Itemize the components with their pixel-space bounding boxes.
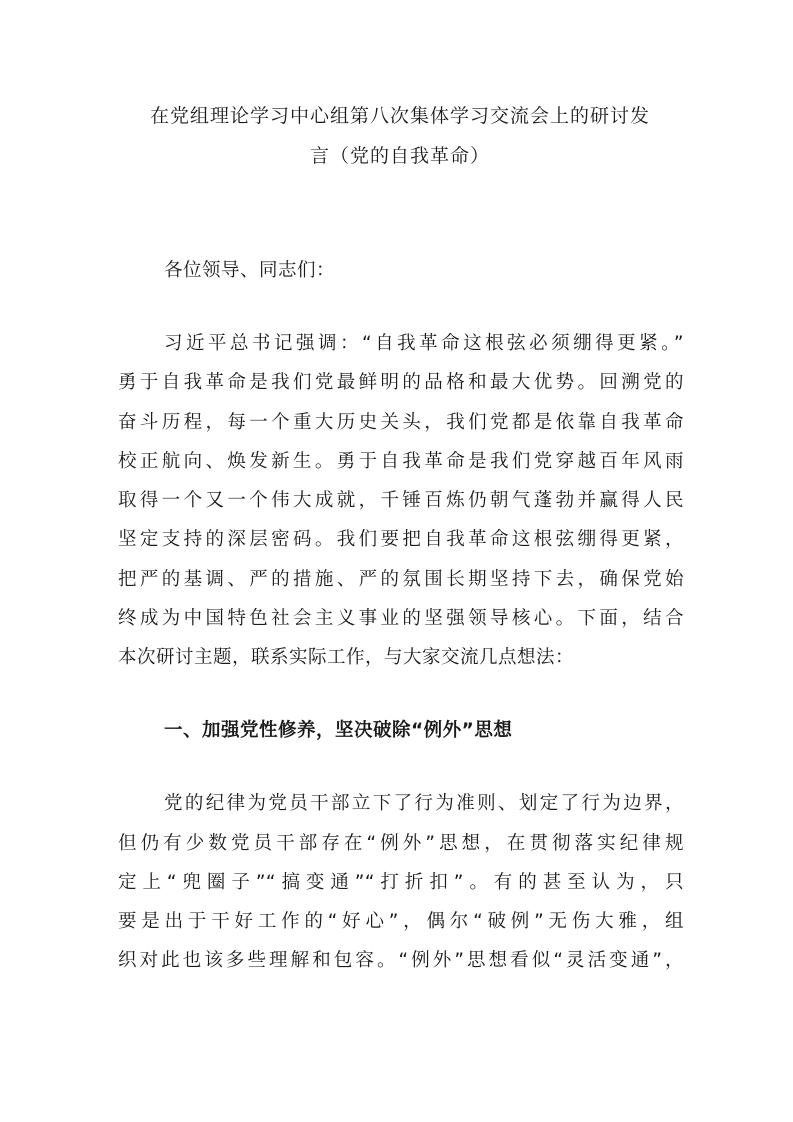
paragraph-1-line-5: 取得一个又一个伟大成就，千锤百炼仍朝气蓬勃并赢得人民 (118, 490, 684, 511)
section-heading-1: 一、加强党性修养，坚决破除“例外”思想 (164, 720, 513, 741)
paragraph-1-line-6: 坚定支持的深层密码。我们要把自我革命这根弦绷得更紧， (118, 529, 684, 550)
paragraph-2-line-3: 定上“兜圈子”“搞变通”“打折扣”。有的甚至认为，只 (118, 872, 684, 893)
paragraph-2-line-5: 织对此也该多些理解和包容。“例外”思想看似“灵活变通”， (118, 950, 684, 971)
title-line-1: 在党组理论学习中心组第八次集体学习交流会上的研讨发 (149, 105, 650, 127)
paragraph-1-line-7: 把严的基调、严的措施、严的氛围长期坚持下去，确保党始 (118, 569, 684, 590)
paragraph-1-line-4: 校正航向、焕发新生。勇于自我革命是我们党穿越百年风雨 (118, 451, 684, 472)
paragraph-2-line-1: 党的纪律为党员干部立下了行为准则、划定了行为边界， (164, 793, 684, 814)
document-title (120, 96, 680, 176)
paragraph-1-line-3: 奋斗历程，每一个重大历史关头，我们党都是依靠自我革命 (118, 412, 684, 433)
paragraph-2-line-4: 要是出于干好工作的“好心”，偶尔“破例”无伤大雅，组 (118, 911, 684, 932)
greeting: 各位领导、同志们： (164, 260, 336, 281)
paragraph-2-line-2: 但仍有少数党员干部存在“例外”思想，在贯彻落实纪律规 (118, 833, 684, 854)
paragraph-1-line-2: 勇于自我革命是我们党最鲜明的品格和最大优势。回溯党的 (118, 372, 684, 393)
title-line-2: 言（党的自我革命） (309, 145, 490, 167)
paragraph-1-line-9: 本次研讨主题，联系实际工作，与大家交流几点想法： (118, 647, 575, 668)
paragraph-1-line-1: 习近平总书记强调：“自我革命这根弦必须绷得更紧。” (164, 333, 684, 354)
paragraph-1-line-8: 终成为中国特色社会主义事业的坚强领导核心。下面，结合 (118, 608, 684, 629)
